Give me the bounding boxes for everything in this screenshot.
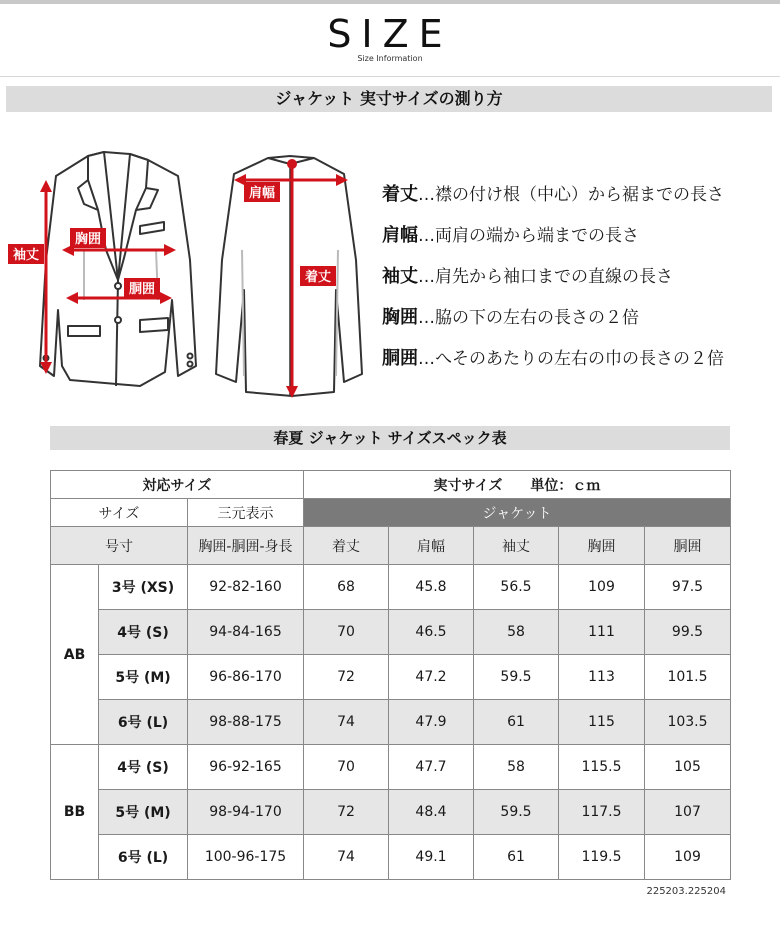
value-shoulder: 47.9 xyxy=(389,700,474,745)
value-chest: 115 xyxy=(559,700,645,745)
value-sleeve: 61 xyxy=(474,700,559,745)
value-shoulder: 47.2 xyxy=(389,655,474,700)
value-shoulder: 47.7 xyxy=(389,745,474,790)
value-chest: 117.5 xyxy=(559,790,645,835)
table-row xyxy=(51,700,731,745)
value-sleeve: 59.5 xyxy=(474,655,559,700)
page-subtitle: Size Information xyxy=(357,54,423,63)
value-shoulder: 45.8 xyxy=(389,565,474,610)
value-chest: 113 xyxy=(559,655,645,700)
table-row xyxy=(51,835,731,880)
size-dims: 100-96-175 xyxy=(188,835,304,880)
header-actual-size: 実寸サイズ 単位：ｃｍ xyxy=(304,471,731,499)
value-shoulder: 46.5 xyxy=(389,610,474,655)
table-row xyxy=(51,655,731,700)
value-sleeve: 59.5 xyxy=(474,790,559,835)
value-length: 72 xyxy=(304,655,389,700)
col-header-shoulder: 肩幅 xyxy=(389,527,474,565)
header-chest-waist-height: 胸囲-胴囲-身長 xyxy=(188,527,304,565)
value-chest: 111 xyxy=(559,610,645,655)
definition-sleeve: 袖丈…肩先から袖口までの直線の長さ xyxy=(382,266,673,287)
value-waist: 103.5 xyxy=(645,700,731,745)
chest-label: 胸囲 xyxy=(74,232,102,247)
header-jacket: ジャケット xyxy=(304,499,731,527)
value-waist: 97.5 xyxy=(645,565,731,610)
col-header-length: 着丈 xyxy=(304,527,389,565)
size-number: 6号 (L) xyxy=(99,700,188,745)
size-number: 5号 (M) xyxy=(99,790,188,835)
size-dims: 92-82-160 xyxy=(188,565,304,610)
length-label: 着丈 xyxy=(304,270,332,285)
value-waist: 107 xyxy=(645,790,731,835)
header-size: サイズ xyxy=(51,499,188,527)
header-size-number: 号寸 xyxy=(51,527,188,565)
definition-shoulder: 肩幅…両肩の端から端までの長さ xyxy=(382,225,639,246)
sleeve-label: 袖丈 xyxy=(12,248,40,263)
size-dims: 98-88-175 xyxy=(188,700,304,745)
col-header-sleeve: 袖丈 xyxy=(474,527,559,565)
value-chest: 109 xyxy=(559,565,645,610)
definition-chest: 胸囲…脇の下の左右の長さの２倍 xyxy=(382,307,639,328)
top-rule xyxy=(0,0,780,4)
value-sleeve: 56.5 xyxy=(474,565,559,610)
value-shoulder: 48.4 xyxy=(389,790,474,835)
value-length: 74 xyxy=(304,835,389,880)
table-header-row-3 xyxy=(51,527,731,565)
value-chest: 115.5 xyxy=(559,745,645,790)
size-spec-table xyxy=(50,470,731,880)
size-number: 3号 (XS) xyxy=(99,565,188,610)
table-section-title: 春夏 ジャケット サイズスペック表 xyxy=(50,426,730,450)
size-number: 6号 (L) xyxy=(99,835,188,880)
table-row xyxy=(51,565,731,610)
size-dims: 96-86-170 xyxy=(188,655,304,700)
jacket-diagram xyxy=(0,140,380,410)
jacket-front-illustration xyxy=(40,152,196,386)
waist-label: 胴囲 xyxy=(128,282,156,297)
definition-length: 着丈…襟の付け根（中心）から裾までの長さ xyxy=(382,184,724,205)
table-row xyxy=(51,610,731,655)
col-header-waist: 胴囲 xyxy=(645,527,731,565)
value-chest: 119.5 xyxy=(559,835,645,880)
shoulder-label: 肩幅 xyxy=(248,186,276,201)
measure-section-title: ジャケット 実寸サイズの測り方 xyxy=(6,86,772,112)
header-supported-size: 対応サイズ xyxy=(51,471,304,499)
value-waist: 105 xyxy=(645,745,731,790)
value-shoulder: 49.1 xyxy=(389,835,474,880)
value-length: 72 xyxy=(304,790,389,835)
value-waist: 101.5 xyxy=(645,655,731,700)
value-waist: 99.5 xyxy=(645,610,731,655)
measurement-definitions xyxy=(382,180,780,385)
product-codes: 225203.225204 xyxy=(646,886,726,897)
group-label-ab: AB xyxy=(51,565,99,745)
size-dims: 96-92-165 xyxy=(188,745,304,790)
value-waist: 109 xyxy=(645,835,731,880)
value-sleeve: 61 xyxy=(474,835,559,880)
table-header-row-2 xyxy=(51,499,731,527)
divider xyxy=(0,76,780,77)
definition-waist: 胴囲…へそのあたりの左右の巾の長さの２倍 xyxy=(382,348,724,369)
size-number: 4号 (S) xyxy=(99,745,188,790)
table-header-row-1 xyxy=(51,471,731,499)
col-header-chest: 胸囲 xyxy=(559,527,645,565)
size-number: 4号 (S) xyxy=(99,610,188,655)
value-length: 70 xyxy=(304,745,389,790)
size-dims: 94-84-165 xyxy=(188,610,304,655)
value-sleeve: 58 xyxy=(474,610,559,655)
jacket-back-illustration xyxy=(216,156,362,396)
value-length: 68 xyxy=(304,565,389,610)
value-length: 74 xyxy=(304,700,389,745)
page-title: SIZE xyxy=(327,12,453,56)
size-dims: 98-94-170 xyxy=(188,790,304,835)
group-label-bb: BB xyxy=(51,745,99,880)
header-dims: 三元表示 xyxy=(188,499,304,527)
table-row xyxy=(51,790,731,835)
table-row xyxy=(51,745,731,790)
size-number: 5号 (M) xyxy=(99,655,188,700)
value-length: 70 xyxy=(304,610,389,655)
value-sleeve: 58 xyxy=(474,745,559,790)
